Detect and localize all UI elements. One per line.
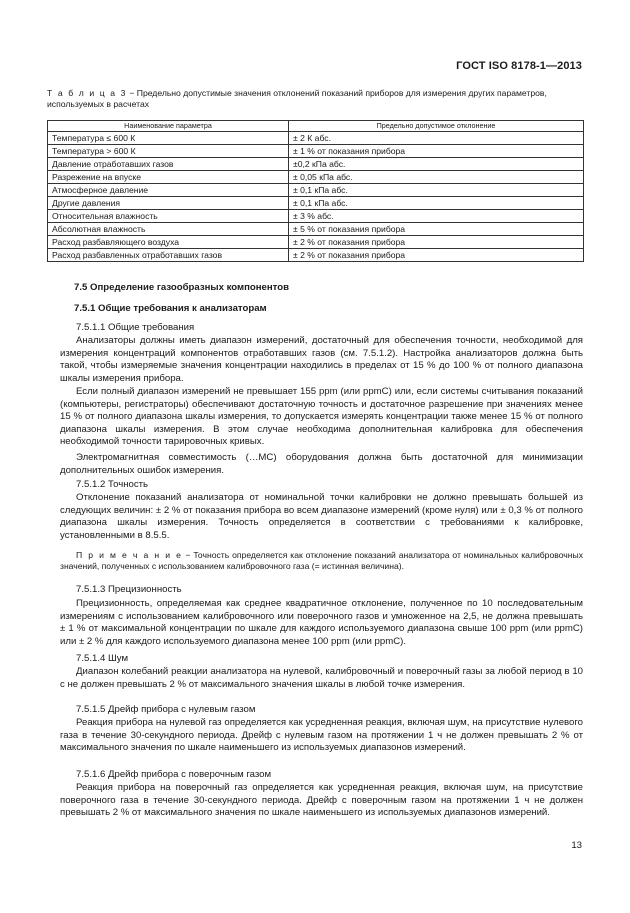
paragraph-span-drift: Реакция прибора на поверочный газ определяется как усредненная реакция, включая шум, на присутствие поверочного газа в течение 30-секундного периода. Дрейф с поверочным газом на протяжении 1 ч не должен превышать 2 % от максимального значения по шкале наименьшего из используемых диапазонов измерений. (60, 782, 583, 819)
table-row (48, 223, 584, 236)
paragraph-accuracy: Отклонение показаний анализатора от номинальной точки калибровки не должно превышать большей из следующих величин: ± 2 % от показания прибора во всем диапазоне измерений (кроме нуля) или ± 0,3 % от полного диапазона шкалы измерения. Точность определяется в соответствии с требованиями к калибровке, установленными в 8.5.5. (60, 492, 583, 541)
parameter-cell: Температура > 600 К (48, 145, 289, 158)
table-row (48, 210, 584, 223)
table-row (48, 197, 584, 210)
table-caption (47, 88, 583, 110)
deviation-cell: ± 1 % от показания прибора (289, 145, 584, 158)
column-header-parameter: Наименование параметра (48, 121, 289, 132)
deviation-cell: ± 0,1 кПа абс. (289, 197, 584, 210)
deviation-cell: ± 0,1 кПа абс. (289, 184, 584, 197)
table-row (48, 184, 584, 197)
parameter-cell: Давление отработавших газов (48, 158, 289, 171)
parameter-cell: Относительная влажность (48, 210, 289, 223)
paragraph-noise: Диапазон колебаний реакции анализатора на нулевой, калибровочный и поверочный газы за любой период в 10 с не должен превышать 2 % от максимального значения шкалы в любой точке измерения. (60, 666, 583, 690)
table-caption-label: Т а б л и ц а 3 (47, 88, 127, 98)
parameters-table (47, 120, 584, 262)
table-caption-text: − Предельно допустимые значения отклонений показаний приборов для измерения других параметров, используемых в расчетах (47, 88, 547, 109)
deviation-cell: ± 3 % абс. (289, 210, 584, 223)
table-row (48, 158, 584, 171)
deviation-cell: ± 2 % от показания прибора (289, 249, 584, 262)
subsection-7-5-1-3: 7.5.1.3 Прецизионность (76, 584, 182, 595)
paragraph-full-range: Если полный диапазон измерений не превышает 155 ppm (или ppmC) или, если системы считывания показаний (компьютеры, регистраторы) обеспечивают достаточную точность и достаточное разрешение при значениях менее 15 % от полного диапазона шкалы измерения, то допускается измерять концентрации также менее 15 % от полного диапазона шкалы измерения. В этом случае необходима дополнительная калибровка для обеспечения необходимой точности тарировочных кривых. (60, 386, 583, 448)
deviation-cell: ± 0,05 кПа абс. (289, 171, 584, 184)
column-header-deviation: Предельно допустимое отклонение (289, 121, 584, 132)
parameter-cell: Другие давления (48, 197, 289, 210)
table-row (48, 249, 584, 262)
standard-header: ГОСТ ISO 8178-1—2013 (456, 60, 582, 72)
subsection-7-5-1-1: 7.5.1.1 Общие требования (76, 322, 195, 333)
deviation-cell: ± 5 % от показания прибора (289, 223, 584, 236)
parameter-cell: Атмосферное давление (48, 184, 289, 197)
note-label: П р и м е ч а н и е (76, 550, 183, 560)
parameter-cell: Расход разбавляющего воздуха (48, 236, 289, 249)
paragraph-analyzers-range: Анализаторы должны иметь диапазон измерений, достаточный для обеспечения точности, необходимой для измерения концентраций компонентов отработавших газов (см. 7.5.1.2). Настройка анализаторов должна быть такой, чтобы измеряемые значения концентрации находились в пределах от 15 % до 100 % от полного диапазона шкалы измерения прибора. (60, 335, 583, 384)
deviation-cell: ± 2 К абс. (289, 132, 584, 145)
deviation-cell: ±0,2 кПа абс. (289, 158, 584, 171)
subsection-7-5-1-5: 7.5.1.5 Дрейф прибора с нулевым газом (76, 704, 256, 715)
note-text: − Точность определяется как отклонение показаний анализатора от номинальных калибровочных значений, полученных с использованием калибровочного газа (= истинная величина). (60, 550, 584, 572)
table-row (48, 236, 584, 249)
parameter-cell: Расход разбавленных отработавших газов (48, 249, 289, 262)
section-heading-7-5: 7.5 Определение газообразных компонентов (74, 282, 289, 293)
subsection-7-5-1-6: 7.5.1.6 Дрейф прибора с поверочным газом (76, 769, 272, 780)
paragraph-precision: Прецизионность, определяемая как среднее квадратичное отклонение, полученное по 10 последовательным измерениям с использованием калибровочного или поверочного газов и умноженное на 2,5, не должна превышать ± 1 % от максимальной концентрации по шкале для каждого используемого диапазона свыше 100 ppm (или ppmC) или ± 2 % для каждого используемого диапазона менее 100 ppm (или ppmC). (60, 598, 583, 647)
parameter-cell: Абсолютная влажность (48, 223, 289, 236)
parameter-cell: Разрежение на впуске (48, 171, 289, 184)
section-heading-7-5-1: 7.5.1 Общие требования к анализаторам (74, 303, 267, 314)
subsection-7-5-1-4: 7.5.1.4 Шум (76, 653, 129, 664)
table-header-row (48, 121, 584, 132)
note (60, 550, 583, 573)
table-row (48, 171, 584, 184)
page-number: 13 (571, 840, 582, 851)
paragraph-zero-drift: Реакция прибора на нулевой газ определяется как усредненная реакция, включая шум, на присутствие нулевого газа в течение 30-секундного периода. Дрейф с нулевым газом на протяжении 1 ч не должен превышать 2 % от максимального значения по шкале наименьшего из используемых диапазонов измерений. (60, 717, 583, 754)
parameter-cell: Температура ≤ 600 К (48, 132, 289, 145)
paragraph-emc: Электромагнитная совместимость (…МС) оборудования должна быть достаточной для минимизации дополнительных ошибок измерения. (60, 452, 583, 476)
table-row (48, 132, 584, 145)
table-row (48, 145, 584, 158)
subsection-7-5-1-2: 7.5.1.2 Точность (76, 479, 149, 490)
deviation-cell: ± 2 % от показания прибора (289, 236, 584, 249)
